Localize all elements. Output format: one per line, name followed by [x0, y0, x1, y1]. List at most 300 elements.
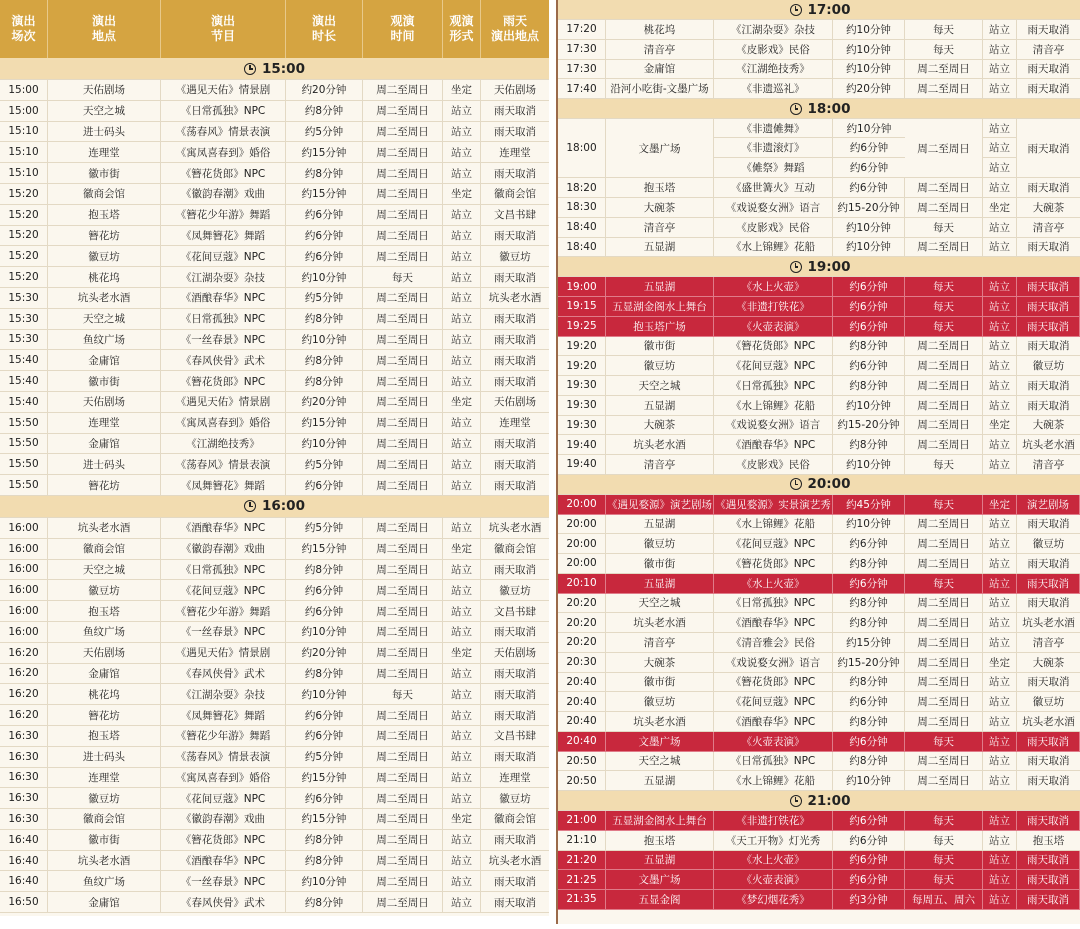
form-cell: 站立 — [983, 534, 1017, 553]
program-cell: 《簪花少年游》舞蹈 — [161, 205, 286, 225]
program-cell: 《江湖杂耍》杂技 — [714, 20, 833, 39]
table-row — [0, 246, 549, 267]
form-cell: 站立 — [983, 238, 1017, 257]
program-cell: 《水上锦鲤》花船 — [714, 515, 833, 534]
form-cell: 站立 — [983, 60, 1017, 79]
duration-cell: 约15分钟 — [286, 539, 363, 559]
duration-cell: 约8分钟 — [286, 664, 363, 684]
time-band — [558, 99, 1080, 119]
time-cell: 16:30 — [0, 747, 48, 767]
time-cell: 17:30 — [558, 60, 606, 79]
form-cell: 站立 — [983, 890, 1017, 909]
table-row — [558, 831, 1080, 851]
table-row — [558, 356, 1080, 376]
days-cell: 周二至周日 — [363, 184, 443, 204]
days-cell: 周二至周日 — [905, 771, 983, 790]
duration-cell: 约6分钟 — [833, 574, 905, 593]
place-cell: 抱玉塔 — [48, 726, 161, 746]
form-cell: 站立 — [443, 580, 481, 600]
table-row — [0, 142, 549, 163]
place-cell: 五显湖金阁水上舞台 — [606, 297, 714, 316]
time-band — [558, 0, 1080, 20]
duration-cell: 约8分钟 — [286, 830, 363, 850]
rain-place-cell: 清音亭 — [1032, 458, 1065, 471]
days-cell: 周二至周日 — [363, 288, 443, 308]
duration-cell: 约8分钟 — [833, 376, 905, 395]
program-cell: 《江湖杂耍》杂技 — [161, 267, 286, 287]
form-cell: 站立 — [983, 771, 1017, 790]
form-cell: 站立 — [983, 515, 1017, 534]
time-cell: 16:20 — [0, 664, 48, 684]
rain-place-cell: 雨天取消 — [494, 375, 536, 388]
rain-place-cell: 连理堂 — [499, 417, 531, 430]
form-cell: 坐定 — [983, 495, 1017, 514]
form-cell: 站立 — [983, 218, 1017, 237]
program-cell: 《寓凤喜春到》婚俗 — [161, 142, 286, 162]
form-cell: 坐定 — [443, 539, 481, 559]
place-cell: 徽市街 — [606, 673, 714, 692]
duration-cell: 约10分钟 — [286, 267, 363, 287]
time-cell: 20:00 — [558, 554, 606, 573]
form-stack — [983, 119, 1017, 177]
table-row — [558, 198, 1080, 218]
program-cell: 《寓凤喜春到》婚俗 — [161, 768, 286, 788]
form-cell: 站立 — [989, 162, 1010, 175]
place-cell: 天空之城 — [606, 376, 714, 395]
form-cell: 站立 — [989, 142, 1010, 155]
form-cell: 坐定 — [443, 80, 481, 100]
table-row — [0, 768, 549, 789]
duration-cell: 约15分钟 — [286, 809, 363, 829]
days-cell: 周二至周日 — [363, 768, 443, 788]
table-row — [714, 119, 905, 138]
place-cell: 连理堂 — [48, 142, 161, 162]
table-row — [558, 435, 1080, 455]
time-cell: 19:15 — [558, 297, 606, 316]
rain-place-cell: 大碗茶 — [1032, 201, 1065, 214]
table-row — [558, 416, 1080, 436]
duration-cell: 约6分钟 — [849, 142, 889, 155]
duration-cell: 约15-20分钟 — [833, 416, 905, 435]
form-cell: 站立 — [443, 163, 481, 183]
program-cell: 《江湖杂耍》杂技 — [161, 684, 286, 704]
days-cell: 周二至周日 — [363, 809, 443, 829]
table-row — [0, 288, 549, 309]
table-row — [0, 726, 549, 747]
place-cell: 五显湖 — [606, 771, 714, 790]
time-cell: 20:00 — [558, 534, 606, 553]
time-cell: 16:40 — [0, 830, 48, 850]
program-cell: 《遇见天佑》情景剧 — [161, 80, 286, 100]
program-cell: 《日常孤独》NPC — [161, 309, 286, 329]
days-cell: 每周五、周六 — [905, 890, 983, 909]
place-cell: 五显湖 — [606, 277, 714, 296]
days-cell: 周二至周日 — [905, 356, 983, 375]
rain-place-cell: 雨天取消 — [494, 125, 536, 138]
table-row — [558, 870, 1080, 890]
time-cell: 16:40 — [0, 871, 48, 891]
place-cell: 天空之城 — [606, 752, 714, 771]
days-cell: 周二至周日 — [905, 633, 983, 652]
rain-place-cell: 清音亭 — [1032, 221, 1065, 234]
duration-cell: 约6分钟 — [833, 534, 905, 553]
program-cell: 《戏说婺女洲》语言 — [714, 653, 833, 672]
duration-cell: 约8分钟 — [833, 673, 905, 692]
duration-cell: 约10分钟 — [846, 122, 892, 135]
days-cell: 周二至周日 — [905, 79, 983, 98]
days-cell: 周二至周日 — [363, 454, 443, 474]
place-cell: 清音亭 — [606, 218, 714, 237]
place-cell: 五显湖 — [606, 238, 714, 257]
days-cell: 周二至周日 — [363, 892, 443, 912]
table-row — [558, 534, 1080, 554]
days-cell: 每天 — [905, 732, 983, 751]
rain-place-cell: 雨天取消 — [1027, 597, 1070, 610]
table-row — [558, 811, 1080, 831]
days-cell: 周二至周日 — [363, 622, 443, 642]
alarm-clock-icon — [790, 795, 802, 807]
time-cell: 20:00 — [558, 515, 606, 534]
days-cell: 周二至周日 — [363, 788, 443, 808]
program-cell: 《凤舞簪花》舞蹈 — [161, 705, 286, 725]
rain-place-cell: 雨天取消 — [1027, 755, 1070, 768]
place-cell: 桃花坞 — [48, 684, 161, 704]
program-cell: 《荡春风》情景表演 — [161, 747, 286, 767]
time-cell: 16:00 — [0, 580, 48, 600]
program-cell: 《水上锦鲤》花船 — [714, 771, 833, 790]
duration-cell: 约10分钟 — [833, 40, 905, 59]
form-cell: 坐定 — [983, 198, 1017, 217]
form-cell: 站立 — [983, 732, 1017, 751]
header-cell: 演出 地点 — [48, 0, 161, 58]
place-cell: 抱玉塔 — [606, 831, 714, 850]
days-cell: 周二至周日 — [363, 434, 443, 454]
rain-place-cell: 雨天取消 — [1017, 851, 1080, 870]
table-row — [0, 413, 549, 434]
program-cell: 《簪花货郎》NPC — [161, 163, 286, 183]
table-row — [558, 712, 1080, 732]
form-cell: 站立 — [983, 297, 1017, 316]
days-cell: 每天 — [905, 218, 983, 237]
time-cell: 16:20 — [0, 705, 48, 725]
program-cell: 《花间豆蔻》NPC — [714, 692, 833, 711]
time-cell: 15:20 — [0, 246, 48, 266]
program-cell: 《酒酿春华》NPC — [714, 613, 833, 632]
form-cell: 站立 — [443, 747, 481, 767]
place-cell: 徽豆坊 — [48, 246, 161, 266]
program-cell: 《荡春风》情景表演 — [161, 454, 286, 474]
rain-place-cell: 雨天取消 — [1017, 574, 1080, 593]
duration-cell: 约6分钟 — [833, 317, 905, 336]
program-cell: 《日常孤独》NPC — [161, 560, 286, 580]
place-cell: 徽豆坊 — [48, 788, 161, 808]
form-cell: 站立 — [983, 851, 1017, 870]
time-cell: 16:20 — [0, 684, 48, 704]
duration-cell: 约8分钟 — [286, 892, 363, 912]
program-cell: 《荡春风》情景表演 — [161, 122, 286, 142]
form-cell: 站立 — [983, 673, 1017, 692]
time-cell: 19:40 — [558, 435, 606, 454]
days-cell: 周二至周日 — [363, 705, 443, 725]
time-band-label: 18:00 — [807, 100, 851, 117]
place-cell: 金庸馆 — [48, 664, 161, 684]
rain-place-cell: 坑头老水酒 — [1022, 715, 1075, 728]
table-row — [558, 851, 1080, 871]
program-cell: 《簪花少年游》舞蹈 — [161, 726, 286, 746]
days-cell: 周二至周日 — [363, 726, 443, 746]
table-row — [983, 158, 1017, 177]
rain-place-cell: 徽豆坊 — [499, 792, 531, 805]
rain-place-cell: 徽豆坊 — [1032, 538, 1065, 551]
place-cell: 桃花坞 — [48, 267, 161, 287]
days-cell: 周二至周日 — [905, 435, 983, 454]
place-cell: 金庸馆 — [48, 350, 161, 370]
table-row — [0, 601, 549, 622]
duration-cell: 约10分钟 — [833, 771, 905, 790]
form-cell: 站立 — [983, 277, 1017, 296]
table-row — [0, 226, 549, 247]
form-cell: 站立 — [983, 20, 1017, 39]
duration-cell: 约5分钟 — [286, 518, 363, 538]
program-cell: 《遇见天佑》情景剧 — [161, 643, 286, 663]
table-row — [0, 205, 549, 226]
duration-cell: 约10分钟 — [286, 434, 363, 454]
table-row — [0, 330, 549, 351]
rain-place-cell: 雨天取消 — [494, 479, 536, 492]
rain-place-cell: 雨天取消 — [1027, 676, 1070, 689]
place-cell: 大碗茶 — [606, 653, 714, 672]
rain-place-cell: 雨天取消 — [1027, 182, 1070, 195]
header-cell: 雨天 演出地点 — [490, 14, 539, 43]
program-cell: 《寓凤喜春到》婚俗 — [161, 413, 286, 433]
place-cell: 坑头老水酒 — [48, 518, 161, 538]
rain-place-cell: 雨天取消 — [1027, 241, 1070, 254]
duration-cell: 约8分钟 — [286, 309, 363, 329]
program-cell: 《日常孤独》NPC — [714, 376, 833, 395]
table-row — [558, 732, 1080, 752]
form-cell: 坐定 — [443, 643, 481, 663]
days-cell: 周二至周日 — [363, 475, 443, 495]
program-cell: 《遇见婺源》实景演艺秀 — [714, 495, 833, 514]
program-cell: 《酒酿春华》NPC — [714, 712, 833, 731]
time-cell: 15:10 — [0, 142, 48, 162]
table-row — [0, 163, 549, 184]
table-row — [558, 515, 1080, 535]
program-cell: 《江湖绝技秀》 — [714, 60, 833, 79]
rain-place-cell: 演艺剧场 — [1017, 495, 1080, 514]
form-cell: 站立 — [983, 831, 1017, 850]
program-cell: 《傩祭》舞蹈 — [714, 158, 833, 177]
rain-place-cell: 雨天取消 — [494, 313, 536, 326]
place-cell: 金庸馆 — [606, 60, 714, 79]
table-row — [558, 277, 1080, 297]
place-cell: 大碗茶 — [606, 198, 714, 217]
duration-cell: 约15分钟 — [286, 184, 363, 204]
days-cell: 每天 — [905, 455, 983, 474]
form-cell: 站立 — [983, 752, 1017, 771]
rain-place-cell: 雨天取消 — [494, 167, 536, 180]
rain-place-cell: 清音亭 — [1032, 43, 1065, 56]
days-cell: 周二至周日 — [905, 515, 983, 534]
program-cell: 《皮影戏》民俗 — [714, 40, 833, 59]
place-cell: 簪花坊 — [48, 226, 161, 246]
place-cell: 《遇见婺源》演艺剧场 — [606, 495, 714, 514]
rain-place-cell: 雨天取消 — [1027, 63, 1070, 76]
time-cell: 16:20 — [0, 643, 48, 663]
rain-place-cell: 雨天取消 — [1027, 23, 1070, 36]
form-cell: 站立 — [983, 613, 1017, 632]
time-cell: 20:50 — [558, 752, 606, 771]
time-cell: 19:30 — [558, 416, 606, 435]
duration-cell: 约6分钟 — [833, 277, 905, 296]
form-cell: 站立 — [983, 356, 1017, 375]
time-cell: 18:30 — [558, 198, 606, 217]
duration-cell: 约6分钟 — [286, 705, 363, 725]
days-cell: 周二至周日 — [363, 601, 443, 621]
table-row — [558, 178, 1080, 198]
time-cell: 16:00 — [0, 518, 48, 538]
form-cell: 站立 — [443, 518, 481, 538]
table-row — [558, 633, 1080, 653]
time-cell: 16:00 — [0, 601, 48, 621]
time-cell: 15:10 — [0, 163, 48, 183]
form-cell: 站立 — [443, 892, 481, 912]
time-band-label: 17:00 — [807, 1, 851, 18]
table-row — [558, 40, 1080, 60]
days-cell: 周二至周日 — [363, 163, 443, 183]
days-cell: 周二至周日 — [363, 413, 443, 433]
duration-cell: 约5分钟 — [286, 454, 363, 474]
duration-cell: 约10分钟 — [833, 396, 905, 415]
program-cell: 《徽韵春潮》戏曲 — [161, 539, 286, 559]
form-cell: 站立 — [983, 594, 1017, 613]
program-cell: 《一丝春景》NPC — [161, 330, 286, 350]
form-cell: 站立 — [443, 768, 481, 788]
days-cell: 每天 — [905, 317, 983, 336]
header-cell: 观演 时间 — [363, 0, 443, 58]
duration-cell: 约6分钟 — [833, 178, 905, 197]
place-cell: 徽市街 — [606, 554, 714, 573]
place-cell: 徽市街 — [48, 830, 161, 850]
days-cell: 周二至周日 — [905, 712, 983, 731]
place-cell: 五显湖 — [606, 851, 714, 870]
place-cell: 徽市街 — [48, 371, 161, 391]
program-cell: 《水上火壶》 — [714, 851, 833, 870]
program-cell: 《水上锦鲤》花船 — [714, 238, 833, 257]
duration-cell: 约8分钟 — [286, 851, 363, 871]
rain-place-cell: 雨天取消 — [494, 563, 536, 576]
form-cell: 坐定 — [983, 416, 1017, 435]
place-cell: 坑头老水酒 — [606, 613, 714, 632]
days-cell: 周二至周日 — [363, 871, 443, 891]
days-cell: 周二至周日 — [905, 337, 983, 356]
days-cell: 周二至周日 — [363, 830, 443, 850]
time-cell: 17:20 — [558, 20, 606, 39]
place-cell: 五显金阁 — [606, 890, 714, 909]
program-cell: 《酒酿春华》NPC — [161, 851, 286, 871]
rain-place-cell: 雨天取消 — [494, 834, 536, 847]
form-cell: 站立 — [983, 376, 1017, 395]
table-row — [0, 871, 549, 892]
alarm-clock-icon — [790, 478, 802, 490]
time-cell: 19:20 — [558, 356, 606, 375]
time-band — [0, 58, 549, 80]
place-cell: 徽商会馆 — [48, 539, 161, 559]
time-band — [558, 475, 1080, 495]
time-cell: 19:30 — [558, 376, 606, 395]
duration-cell: 约20分钟 — [286, 392, 363, 412]
table-row — [558, 238, 1080, 258]
program-cell: 《非遗打铁花》 — [714, 297, 833, 316]
program-cell: 《春风侠骨》武术 — [161, 892, 286, 912]
rain-place-cell: 抱玉塔 — [1032, 834, 1065, 847]
time-cell: 18:40 — [558, 218, 606, 237]
duration-cell: 约10分钟 — [286, 622, 363, 642]
days-cell: 周二至周日 — [905, 554, 983, 573]
program-cell: 《非遗傩舞》 — [714, 119, 833, 137]
program-cell: 《火壶表演》 — [714, 732, 833, 751]
program-cell: 《非遗滚灯》 — [714, 138, 833, 156]
time-cell: 15:40 — [0, 371, 48, 391]
form-cell: 站立 — [983, 455, 1017, 474]
program-cell: 《簪花货郎》NPC — [714, 554, 833, 573]
place-cell: 清音亭 — [606, 455, 714, 474]
days-cell: 每天 — [905, 574, 983, 593]
time-cell: 15:10 — [0, 122, 48, 142]
program-cell: 《盛世篝火》互动 — [714, 178, 833, 197]
form-cell: 站立 — [443, 267, 481, 287]
place-cell: 徽市街 — [48, 163, 161, 183]
form-cell: 站立 — [443, 226, 481, 246]
form-cell: 站立 — [443, 560, 481, 580]
days-cell: 周二至周日 — [905, 119, 983, 177]
rain-place-cell: 坑头老水酒 — [1022, 439, 1075, 452]
time-cell: 15:30 — [0, 309, 48, 329]
rain-place-cell: 清音亭 — [1032, 636, 1065, 649]
days-cell: 周二至周日 — [363, 392, 443, 412]
header-cell: 观演 形式 — [443, 0, 481, 58]
days-cell: 周二至周日 — [363, 122, 443, 142]
rain-place-cell: 文昌书肆 — [494, 730, 536, 743]
time-cell: 15:40 — [0, 392, 48, 412]
program-cell: 《簪花货郎》NPC — [161, 371, 286, 391]
form-cell: 站立 — [443, 330, 481, 350]
table-row — [558, 396, 1080, 416]
form-cell: 站立 — [443, 475, 481, 495]
program-cell: 《皮影戏》民俗 — [714, 455, 833, 474]
duration-cell: 约3分钟 — [833, 890, 905, 909]
table-row — [558, 455, 1080, 475]
duration-cell: 约8分钟 — [286, 163, 363, 183]
days-cell: 周二至周日 — [363, 205, 443, 225]
form-cell: 站立 — [983, 178, 1017, 197]
program-cell: 《天工开物》灯光秀 — [714, 831, 833, 850]
program-cell: 《簪花少年游》舞蹈 — [161, 601, 286, 621]
days-cell: 周二至周日 — [363, 560, 443, 580]
place-cell: 天空之城 — [606, 594, 714, 613]
time-cell: 15:20 — [0, 205, 48, 225]
days-cell: 周二至周日 — [363, 518, 443, 538]
table-row — [558, 594, 1080, 614]
place-cell: 徽豆坊 — [606, 356, 714, 375]
days-cell: 每天 — [363, 267, 443, 287]
duration-cell: 约15分钟 — [833, 633, 905, 652]
table-row — [0, 454, 549, 475]
program-cell: 《一丝春景》NPC — [161, 871, 286, 891]
rain-place-cell: 雨天取消 — [494, 354, 536, 367]
rain-place-cell: 雨天取消 — [1017, 297, 1080, 316]
program-cell: 《水上火壶》 — [714, 277, 833, 296]
